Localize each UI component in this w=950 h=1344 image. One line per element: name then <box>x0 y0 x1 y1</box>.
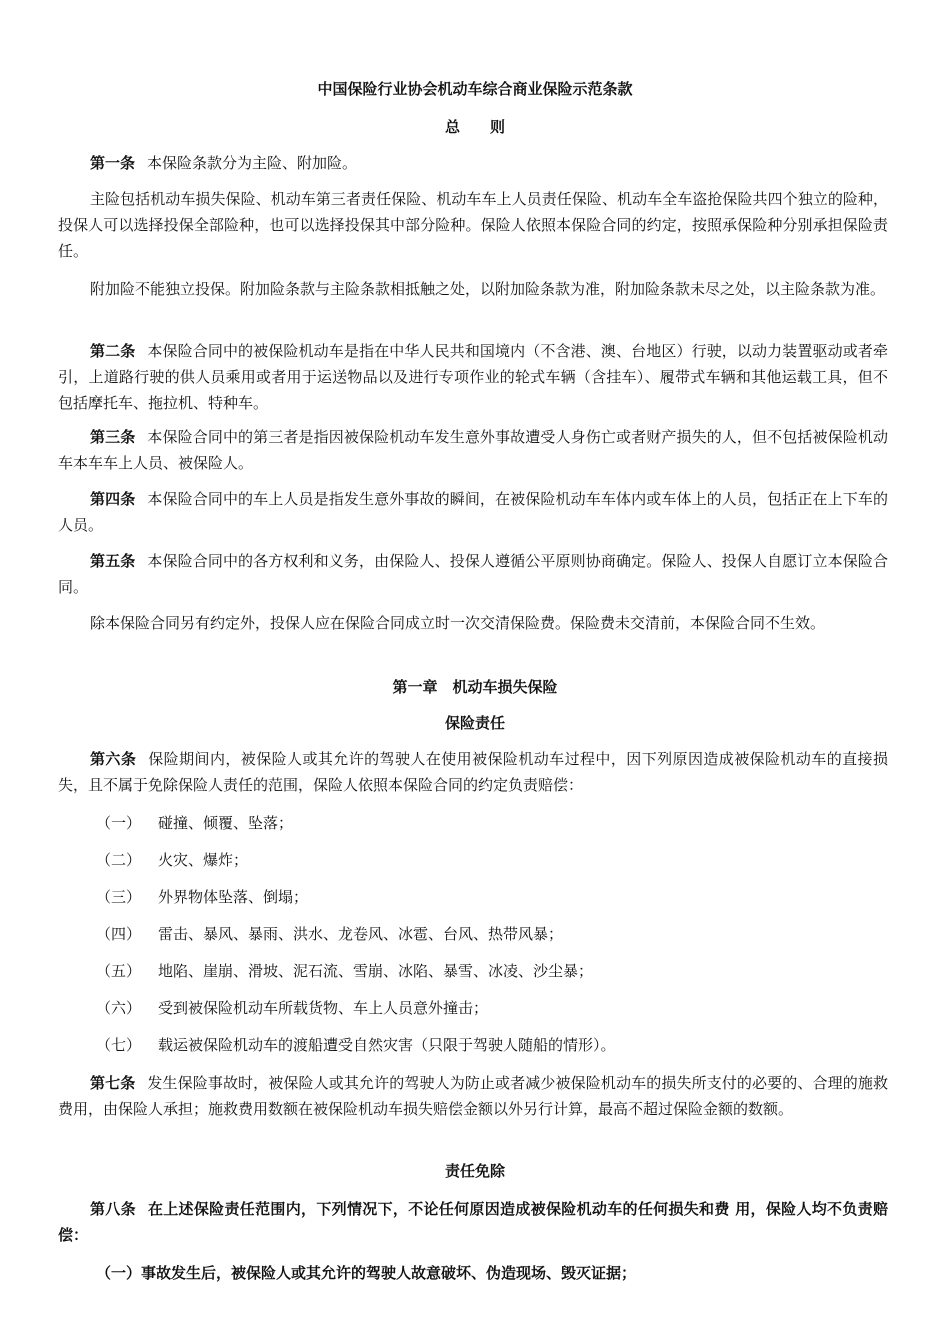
list-item <box>58 958 888 984</box>
article-text: 本保险合同中的第三者是指因被保险机动车发生意外事故遭受人身伤亡或者财产损失的人，但不包括被保险机动车本车车上人员、被保险人。 <box>58 428 888 472</box>
list-item-text: 外界物体坠落、倒塌； <box>158 888 309 906</box>
paragraph-premium: 除本保险合同另有约定外，投保人应在保险合同成立时一次交清保险费。保险费未交清前，本保险合同不生效。 <box>90 614 826 632</box>
article-text: 本保险合同中的车上人员是指发生意外事故的瞬间，在被保险机动车车体内或车体上的人员，包括正在上下车的人员。 <box>58 490 888 534</box>
article-label: 第四条 <box>90 490 136 508</box>
list-item <box>58 995 888 1021</box>
section-heading-general: 总 则 <box>444 118 505 136</box>
list-item <box>58 1032 888 1058</box>
list-item-text: 地陷、崖崩、滑坡、泥石流、雪崩、冰陷、暴雪、冰凌、沙尘暴； <box>158 962 594 980</box>
article-2 <box>58 338 888 416</box>
list-item-number: （五） <box>96 962 142 980</box>
list-item-number: （三） <box>96 888 142 906</box>
article-7 <box>58 1070 888 1122</box>
list-item <box>58 921 888 947</box>
document-title: 中国保险行业协会机动车综合商业保险示范条款 <box>317 80 633 98</box>
article-6 <box>58 746 888 798</box>
article-4 <box>58 486 888 538</box>
article-3 <box>58 424 888 476</box>
list-item-text: 受到被保险机动车所载货物、车上人员意外撞击； <box>158 999 489 1017</box>
article-5 <box>58 548 888 600</box>
article-1 <box>58 150 888 176</box>
article-label: 第二条 <box>90 342 136 360</box>
list-item-text: 雷击、暴风、暴雨、洪水、龙卷风、冰雹、台风、热带风暴； <box>158 925 564 943</box>
article-text: 本保险条款分为主险、附加险。 <box>147 154 358 172</box>
section-heading-exemption: 责任免除 <box>444 1162 505 1180</box>
paragraph-addon-insurance: 附加险不能独立投保。附加险条款与主险条款相抵触之处，以附加险条款为准，附加险条款未尽之处，以主险条款为准。 <box>90 280 886 298</box>
list-item-text: 事故发生后，被保险人或其允许的驾驶人故意破坏、伪造现场、毁灭证据； <box>141 1264 637 1282</box>
article-text: 本保险合同中的被保险机动车是指在中华人民共和国境内（不含港、澳、台地区）行驶，以动力装置驱动或者牵引，上道路行驶的供人员乘用或者用于运送物品以及进行专项作业的轮式车辆（含挂车）、履带式车辆和其他运载工具，但不包括摩托车、拖拉机、特种车。 <box>58 342 888 412</box>
list-item-number: （二） <box>96 851 142 869</box>
article-label: 第三条 <box>90 428 136 446</box>
list-item-number: （七） <box>96 1036 142 1054</box>
article-text: 发生保险事故时，被保险人或其允许的驾驶人为防止或者减少被保险机动车的损失所支付的必要的、合理的施救费用，由保险人承担；施救费用数额在被保险机动车损失赔偿金额以外另行计算，最高不超过保险金额的数额。 <box>58 1074 888 1118</box>
list-item-exemption <box>58 1260 888 1286</box>
list-item-number: （一） <box>96 1264 142 1282</box>
list-item <box>58 810 888 836</box>
paragraph-main-insurance: 主险包括机动车损失保险、机动车第三者责任保险、机动车车上人员责任保险、机动车全车盗抢保险共四个独立的险种，投保人可以选择投保全部险种，也可以选择投保其中部分险种。保险人依照本保险合同的约定，按照承保险种分别承担保险责任。 <box>58 190 888 260</box>
list-item <box>58 847 888 873</box>
list-item-text: 碰撞、倾覆、坠落； <box>158 814 294 832</box>
article-text: 在上述保险责任范围内，下列情况下，不论任何原因造成被保险机动车的任何损失和费 用，保险人均不负责赔偿： <box>58 1200 888 1244</box>
article-label: 第五条 <box>90 552 136 570</box>
article-label: 第六条 <box>90 750 137 768</box>
list-item-text: 载运被保险机动车的渡船遭受自然灾害（只限于驾驶人随船的情形）。 <box>158 1036 616 1054</box>
section-heading-liability: 保险责任 <box>444 714 505 732</box>
list-item-number: （一） <box>96 814 142 832</box>
article-label: 第一条 <box>90 154 136 172</box>
article-text: 保险期间内，被保险人或其允许的驾驶人在使用被保险机动车过程中，因下列原因造成被保险机动车的直接损失，且不属于免除保险人责任的范围，保险人依照本保险合同的约定负责赔偿： <box>58 750 888 794</box>
list-item-text: 火灾、爆炸； <box>158 851 249 869</box>
list-item-number: （六） <box>96 999 142 1017</box>
article-label: 第八条 <box>90 1200 136 1218</box>
list-item <box>58 884 888 910</box>
article-8 <box>58 1196 888 1248</box>
chapter-heading: 第一章 机动车损失保险 <box>392 678 558 696</box>
list-item-number: （四） <box>96 925 142 943</box>
article-label: 第七条 <box>90 1074 136 1092</box>
article-text: 本保险合同中的各方权利和义务，由保险人、投保人遵循公平原则协商确定。保险人、投保人自愿订立本保险合同。 <box>58 552 888 596</box>
